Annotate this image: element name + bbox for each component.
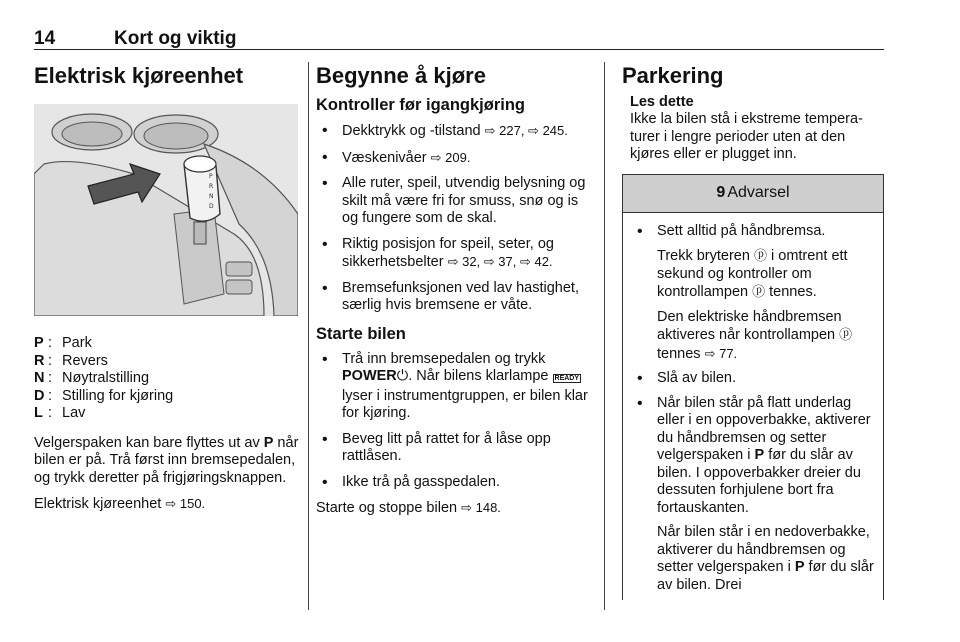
section-title: Elektrisk kjøreenhet (34, 63, 244, 88)
column-electric-drive (34, 62, 300, 522)
subsection-title: Kontroller før igangkjøring (316, 96, 525, 114)
power-icon: ⏻. Når bilens klarlampe (396, 368, 553, 384)
selector-paragraph: Velgerspaken kan bare flyttes ut av P når bilen er på. Trå først inn bremsepedalen, og trykk deretter på frigjøringsknappen. (34, 434, 299, 486)
list-item: • Alle ruter, speil, utvendig belysning og skilt må være fri for smuss, snø og is og fungere som de skal. (320, 175, 592, 228)
list-item: • Bremsefunksjonen ved lav hastighet, særlig hvis bremsene er våte. (320, 280, 592, 315)
note-body: Ikke la bilen stå i ekstreme temperaturer i lengre perioder uten at den kjøres eller er plugget inn. (630, 111, 863, 162)
warning-box (622, 174, 884, 600)
page-ref-link[interactable]: ⇨ 32, ⇨ 37, ⇨ 42. (447, 254, 553, 269)
list-item: • Ikke trå på gasspedalen. (320, 474, 592, 492)
cross-reference[interactable]: Elektrisk kjøreenhet ⇨ 150. (34, 496, 206, 512)
list-item: • Slå av bilen. (635, 370, 875, 388)
parking-brake-icon: ⓟ (753, 248, 767, 263)
page-ref-link[interactable]: ⇨ 77. (704, 345, 738, 361)
page-number: 14 (34, 28, 56, 49)
list-item: • Sett alltid på håndbremsa. Trekk bryteren ⓟ i omtrent ett sekund og kontroller om kontrollampen ⓟ tennes. Den elektriske håndbremsen aktiveres når kontrollampen ⓟ tennes ⇨ 77. (635, 223, 875, 364)
legend-row: P : Park (34, 335, 92, 351)
page-header (34, 26, 884, 50)
legend-row: L : Lav (34, 405, 86, 421)
list-item: • Riktig posisjon for speil, seter, og sikkerhetsbelter ⇨ 32, ⇨ 37, ⇨ 42. (320, 236, 592, 272)
parking-brake-icon: ⓟ (752, 284, 766, 299)
column-divider (308, 62, 309, 610)
column-divider (604, 62, 605, 610)
cross-reference[interactable]: Starte og stoppe bilen ⇨ 148. (316, 500, 501, 516)
column-parking (622, 62, 884, 600)
warning-title: Advarsel (727, 184, 790, 201)
list-item: • Når bilen står på flatt underlag eller i en oppoverbakke, aktiverer du håndbremsen og setter velgerspaken i P før du slår av bilen. I oppoverbakker dreier du dessuten forhjulene bort fra fortauskanten. Når bilen står i en nedoverbakke, aktiverer du håndbremsen og setter velgerspaken i P før du slår av bilen. Drei (635, 395, 875, 595)
section-title: Begynne å kjøre (316, 63, 486, 88)
gear-selector-illustration (34, 104, 298, 316)
note-title: Les dette (630, 94, 694, 110)
column-start-driving (316, 62, 592, 518)
list-item: • Dekktrykk og -tilstand ⇨ 227, ⇨ 245. (320, 122, 592, 141)
page-ref-link[interactable]: ⇨ 150. (165, 496, 206, 511)
chapter-title: Kort og viktig (114, 28, 237, 49)
page-ref-link[interactable]: ⇨ 227, ⇨ 245. (484, 123, 568, 138)
warning-body (623, 213, 883, 595)
parking-brake-icon: ⓟ (839, 327, 853, 342)
warning-icon: 9 (716, 184, 726, 201)
list-item: • Beveg litt på rattet for å låse opp rattlåsen. (320, 431, 592, 466)
legend-row: D : Stilling for kjøring (34, 387, 174, 404)
list-item: • Trå inn bremsepedalen og trykk POWER⏻. Når bilens klarlampe READY lyser i instrumentgruppen, er bilen klar for kjøring. (320, 351, 592, 423)
svg-text:N: N (209, 193, 214, 200)
list-item: • Væskenivåer ⇨ 209. (320, 149, 592, 168)
legend-row: R : Revers (34, 352, 108, 369)
legend-row: N : Nøytralstilling (34, 370, 150, 386)
ready-lamp-icon: READY (554, 375, 580, 382)
svg-text:D: D (209, 203, 214, 210)
svg-text:R: R (209, 183, 214, 190)
warning-list (635, 223, 875, 595)
warning-header (623, 175, 883, 213)
svg-text:P: P (209, 173, 213, 180)
page-ref-link[interactable]: ⇨ 209. (430, 149, 471, 165)
page-ref-link[interactable]: ⇨ 148. (461, 500, 501, 515)
pre-drive-checklist (320, 122, 592, 315)
section-title: Parkering (622, 63, 724, 88)
subsection-title: Starte bilen (316, 324, 406, 343)
start-steps (320, 351, 592, 492)
gear-legend (34, 335, 300, 423)
